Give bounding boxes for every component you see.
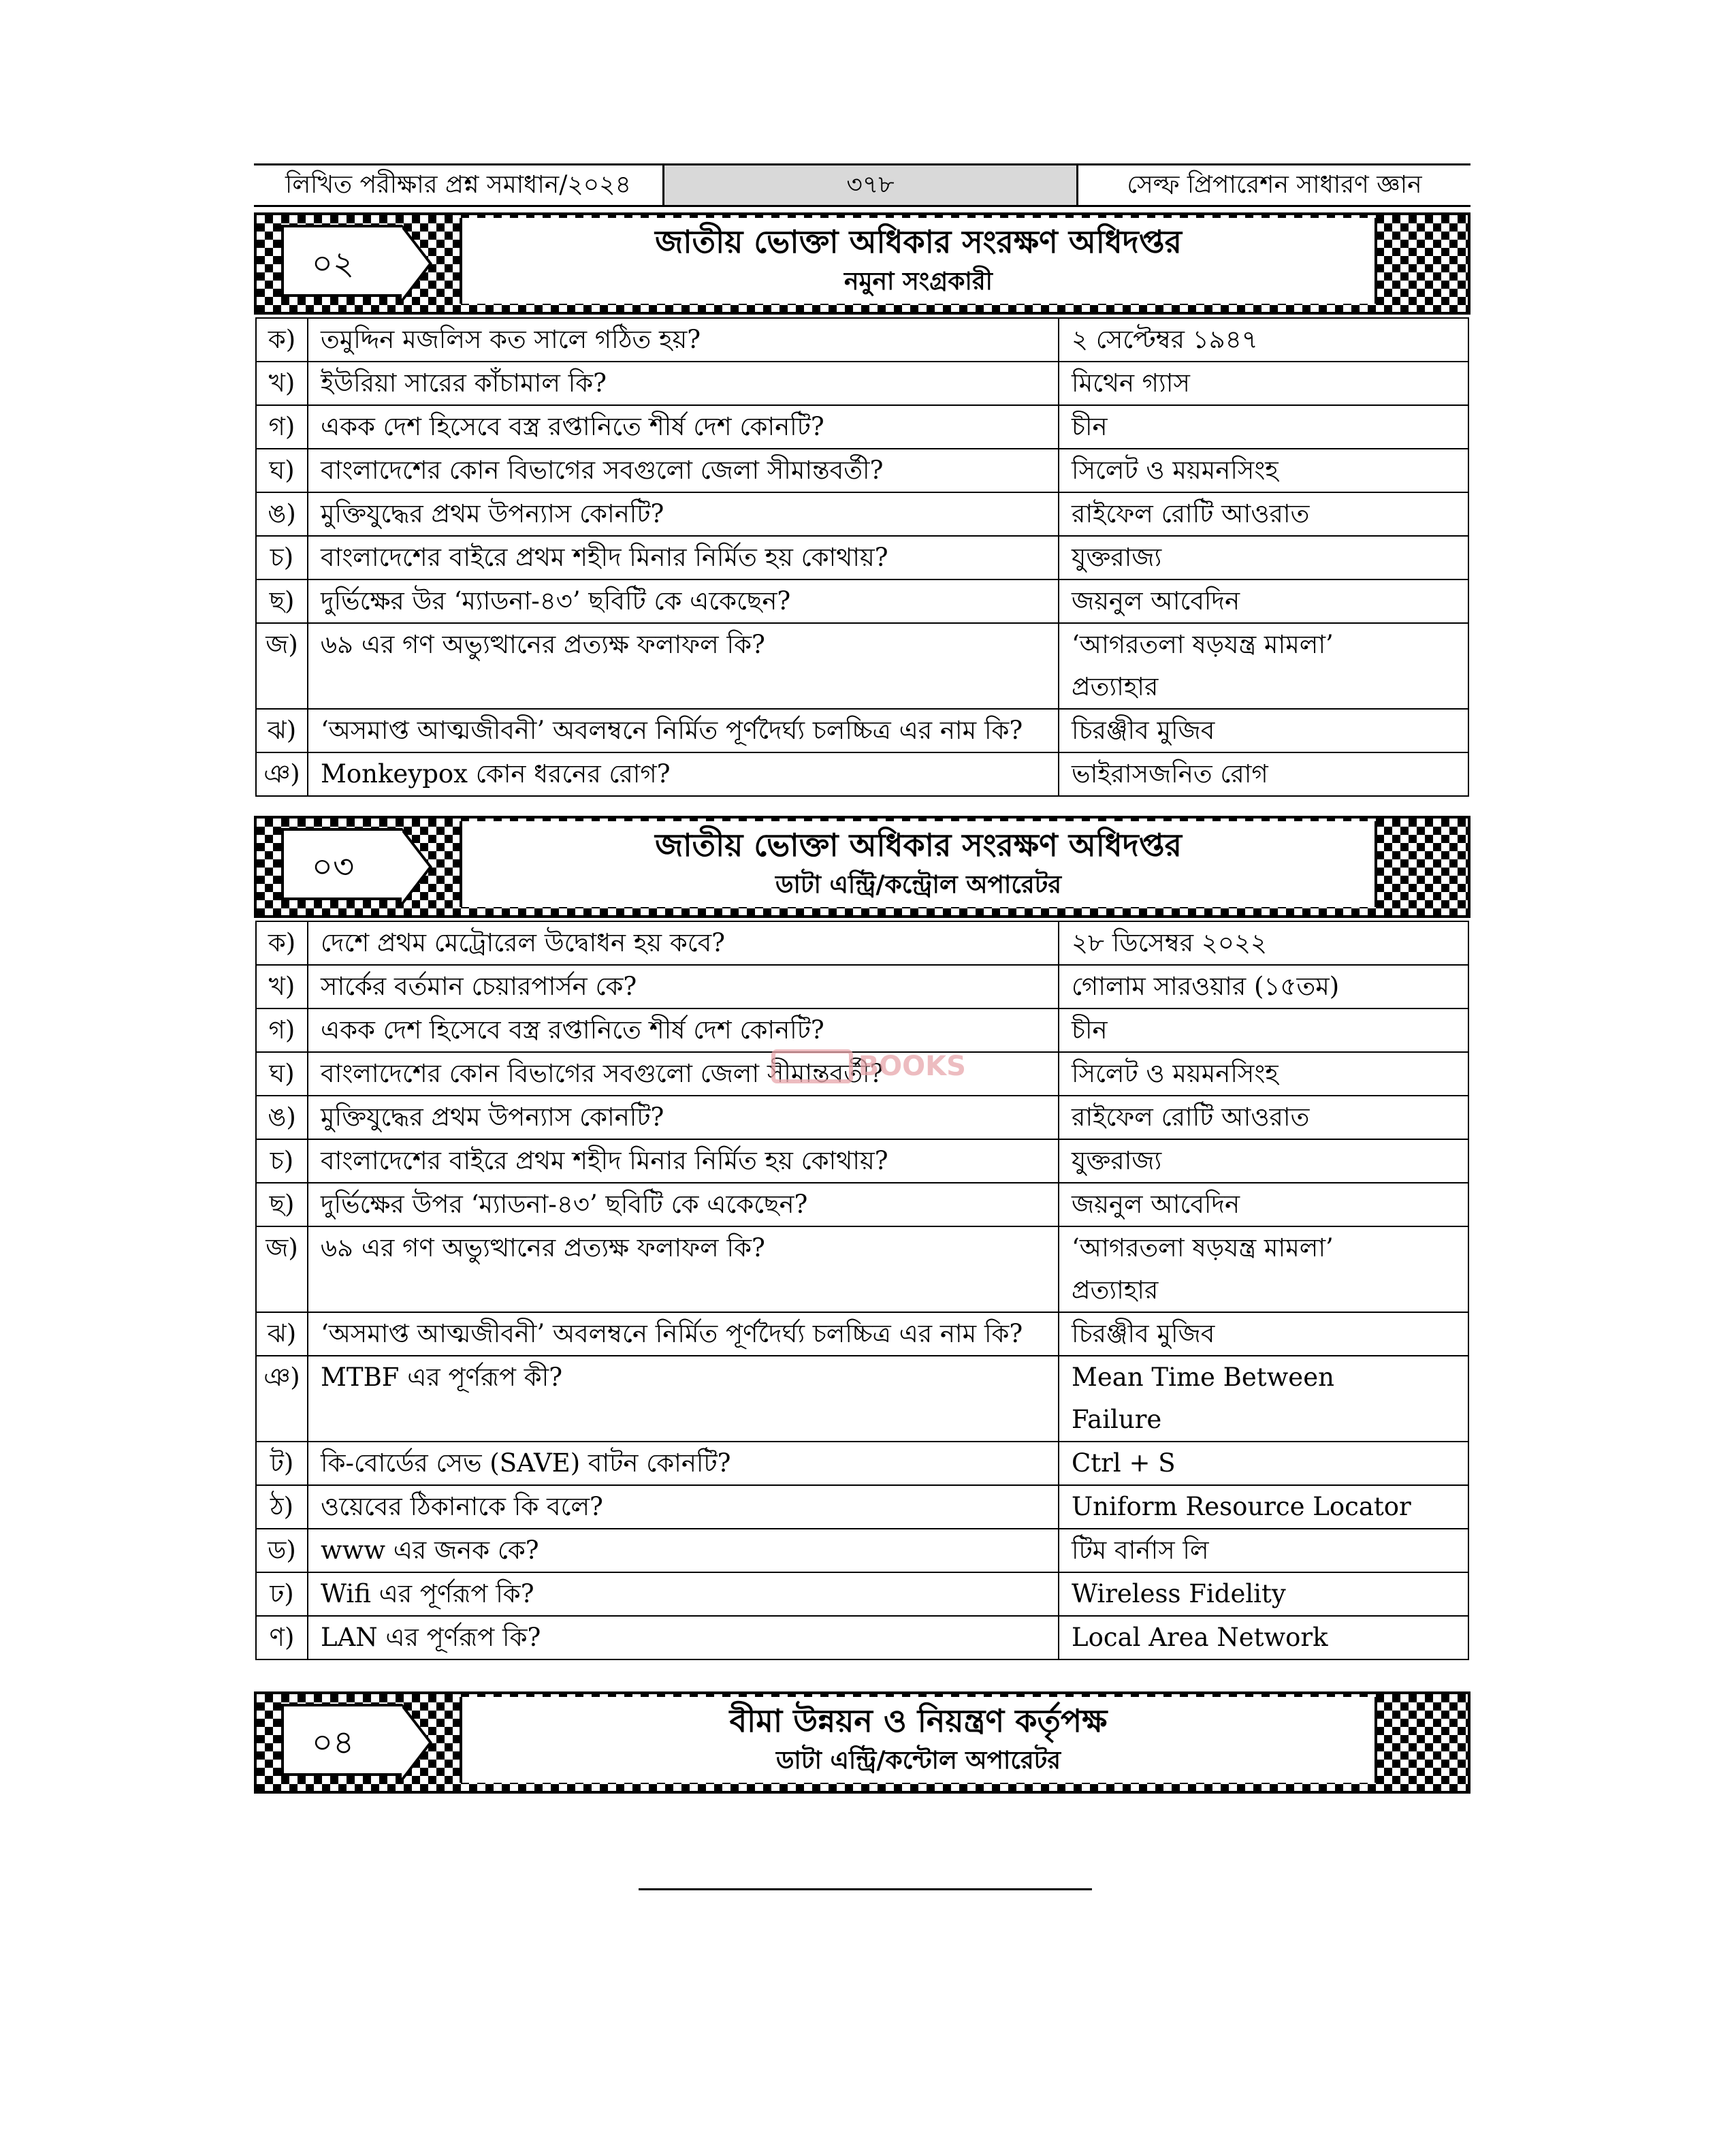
row-label: ঝ) xyxy=(256,1312,308,1356)
question-cell: www এর জনক কে? xyxy=(308,1529,1059,1572)
answer-cell: টিম বার্নাস লি xyxy=(1059,1529,1468,1572)
answer-cell: Uniform Resource Locator xyxy=(1059,1485,1468,1529)
section-subtitle: ডাটা এন্ট্রি/কন্টোল অপারেটর xyxy=(775,1746,1061,1775)
row-label: চ) xyxy=(256,536,308,579)
question-cell: মুক্তিযুদ্ধের প্রথম উপন্যাস কোনটি? xyxy=(308,492,1059,536)
page-number: ৩৭৮ xyxy=(664,165,1078,205)
table-row xyxy=(256,623,1468,709)
row-label: ঞ) xyxy=(256,1356,308,1442)
answer-line: ‘আগরতলা ষড়যন্ত্র মামলা’ xyxy=(1072,630,1334,659)
answer-cell: গোলাম সারওয়ার (১৫তম) xyxy=(1059,965,1468,1008)
section-subtitle: ডাটা এন্ট্রি/কন্ট্রোল অপারেটর xyxy=(775,870,1062,899)
table-row xyxy=(256,709,1468,752)
row-label: জ) xyxy=(256,1226,308,1312)
table-row xyxy=(256,1616,1468,1659)
question-cell: বাংলাদেশের কোন বিভাগের সবগুলো জেলা সীমান্তবর্তী? xyxy=(308,1052,1059,1096)
question-cell: তমুদ্দিন মজলিস কত সালে গঠিত হয়? xyxy=(308,318,1059,362)
table-row xyxy=(256,318,1468,362)
row-label: ঘ) xyxy=(256,449,308,492)
table-row xyxy=(256,1008,1468,1052)
answer-cell: যুক্তরাজ্য xyxy=(1059,536,1468,579)
table-row xyxy=(256,1529,1468,1572)
bottom-rule xyxy=(639,1888,1092,1890)
table-row xyxy=(256,921,1468,965)
question-cell: MTBF এর পূর্ণরূপ কী? xyxy=(308,1356,1059,1442)
answer-cell: চীন xyxy=(1059,405,1468,449)
question-cell: Monkeypox কোন ধরনের রোগ? xyxy=(308,752,1059,796)
question-cell: দুর্ভিক্ষের উর ‘ম্যাডনা-৪৩’ ছবিটি কে একেছেন? xyxy=(308,579,1059,623)
table-row xyxy=(256,1226,1468,1312)
answer-cell xyxy=(1059,623,1468,709)
table-row xyxy=(256,1183,1468,1226)
table-row xyxy=(256,362,1468,405)
table-row xyxy=(256,752,1468,796)
table-row xyxy=(256,1485,1468,1529)
answer-cell: সিলেট ও ময়মনসিংহ xyxy=(1059,449,1468,492)
table-row xyxy=(256,1572,1468,1616)
row-label: ণ) xyxy=(256,1616,308,1659)
question-cell: মুক্তিযুদ্ধের প্রথম উপন্যাস কোনটি? xyxy=(308,1096,1059,1139)
table-row xyxy=(256,449,1468,492)
qa-table xyxy=(255,317,1469,797)
qa-table xyxy=(255,921,1469,1660)
table-row xyxy=(256,1052,1468,1096)
row-label: ড) xyxy=(256,1529,308,1572)
section-number: ০২ xyxy=(281,225,402,297)
section-number: ০৩ xyxy=(281,828,402,900)
section-banner xyxy=(254,1691,1470,1794)
answer-cell xyxy=(1059,1356,1468,1442)
answer-cell: ভাইরাসজনিত রোগ xyxy=(1059,752,1468,796)
question-cell: LAN এর পূর্ণরূপ কি? xyxy=(308,1616,1059,1659)
section-heading xyxy=(460,821,1377,907)
answer-cell: জয়নুল আবেদিন xyxy=(1059,1183,1468,1226)
answer-line: প্রত্যাহার xyxy=(1072,672,1159,701)
answer-cell: রাইফেল রোটি আওরাত xyxy=(1059,492,1468,536)
row-label: ছ) xyxy=(256,579,308,623)
question-cell: বাংলাদেশের কোন বিভাগের সবগুলো জেলা সীমান্তবর্তী? xyxy=(308,449,1059,492)
table-row xyxy=(256,1442,1468,1485)
row-label: ট) xyxy=(256,1442,308,1485)
table-row xyxy=(256,1096,1468,1139)
table-row xyxy=(256,579,1468,623)
answer-cell: Wireless Fidelity xyxy=(1059,1572,1468,1616)
question-cell: একক দেশ হিসেবে বস্ত্র রপ্তানিতে শীর্ষ দেশ কোনটি? xyxy=(308,1008,1059,1052)
running-header xyxy=(254,163,1470,207)
answer-cell: জয়নুল আবেদিন xyxy=(1059,579,1468,623)
table-row xyxy=(256,1312,1468,1356)
row-label: ঢ) xyxy=(256,1572,308,1616)
table-row xyxy=(256,1139,1468,1183)
answer-line: প্রত্যাহার xyxy=(1072,1275,1159,1305)
row-label: ছ) xyxy=(256,1183,308,1226)
answer-line: Mean Time Between xyxy=(1072,1363,1334,1392)
row-label: ক) xyxy=(256,921,308,965)
answer-cell: চিরঞ্জীব মুজিব xyxy=(1059,709,1468,752)
row-label: ক) xyxy=(256,318,308,362)
watermark: BOOKS xyxy=(771,1045,966,1087)
row-label: খ) xyxy=(256,362,308,405)
answer-cell: ২ সেপ্টেম্বর ১৯৪৭ xyxy=(1059,318,1468,362)
table-row xyxy=(256,536,1468,579)
question-cell: ‘অসমাপ্ত আত্মজীবনী’ অবলম্বনে নির্মিত পূর্ণদৈর্ঘ্য চলচ্চিত্র এর নাম কি? xyxy=(308,1312,1059,1356)
page xyxy=(254,163,1470,1794)
row-label: চ) xyxy=(256,1139,308,1183)
row-label: গ) xyxy=(256,405,308,449)
answer-line: Failure xyxy=(1072,1405,1162,1434)
header-book-title: লিখিত পরীক্ষার প্রশ্ন সমাধান/২০২৪ xyxy=(254,165,664,205)
question-cell: ইউরিয়া সারের কাঁচামাল কি? xyxy=(308,362,1059,405)
section-banner xyxy=(254,212,1470,315)
table-row xyxy=(256,492,1468,536)
table-row xyxy=(256,405,1468,449)
answer-cell: চিরঞ্জীব মুজিব xyxy=(1059,1312,1468,1356)
answer-cell: যুক্তরাজ্য xyxy=(1059,1139,1468,1183)
answer-cell: রাইফেল রোটি আওরাত xyxy=(1059,1096,1468,1139)
question-cell: বাংলাদেশের বাইরে প্রথম শহীদ মিনার নির্মিত হয় কোথায়? xyxy=(308,536,1059,579)
section-heading xyxy=(460,1697,1377,1783)
section-banner xyxy=(254,816,1470,918)
row-label: ঘ) xyxy=(256,1052,308,1096)
answer-cell: সিলেট ও ময়মনসিংহ xyxy=(1059,1052,1468,1096)
table-row xyxy=(256,965,1468,1008)
answer-cell: Ctrl + S xyxy=(1059,1442,1468,1485)
row-label: খ) xyxy=(256,965,308,1008)
question-cell: ‘অসমাপ্ত আত্মজীবনী’ অবলম্বনে নির্মিত পূর্ণদৈর্ঘ্য চলচ্চিত্র এর নাম কি? xyxy=(308,709,1059,752)
question-cell: দেশে প্রথম মেট্রোরেল উদ্বোধন হয় কবে? xyxy=(308,921,1059,965)
section-number: ০৪ xyxy=(281,1704,402,1776)
question-cell: একক দেশ হিসেবে বস্ত্র রপ্তানিতে শীর্ষ দেশ কোনটি? xyxy=(308,405,1059,449)
row-label: জ) xyxy=(256,623,308,709)
header-series-title: সেল্ফ প্রিপারেশন সাধারণ জ্ঞান xyxy=(1127,171,1422,199)
question-cell: কি-বোর্ডের সেভ (SAVE) বাটন কোনটি? xyxy=(308,1442,1059,1485)
answer-cell: মিথেন গ্যাস xyxy=(1059,362,1468,405)
question-cell: বাংলাদেশের বাইরে প্রথম শহীদ মিনার নির্মিত হয় কোথায়? xyxy=(308,1139,1059,1183)
row-label: ঝ) xyxy=(256,709,308,752)
answer-cell: চীন xyxy=(1059,1008,1468,1052)
row-label: গ) xyxy=(256,1008,308,1052)
row-label: ঠ) xyxy=(256,1485,308,1529)
answer-cell: ২৮ ডিসেম্বর ২০২২ xyxy=(1059,921,1468,965)
question-cell: ৬৯ এর গণ অভ্যুত্থানের প্রত্যক্ষ ফলাফল কি? xyxy=(308,623,1059,709)
section-title: জাতীয় ভোক্তা অধিকার সংরক্ষণ অধিদপ্তর xyxy=(655,223,1182,260)
row-label: ঞ) xyxy=(256,752,308,796)
question-cell: Wifi এর পূর্ণরূপ কি? xyxy=(308,1572,1059,1616)
section-title: বীমা উন্নয়ন ও নিয়ন্ত্রণ কর্তৃপক্ষ xyxy=(729,1702,1108,1739)
question-cell: দুর্ভিক্ষের উপর ‘ম্যাডনা-৪৩’ ছবিটি কে একেছেন? xyxy=(308,1183,1059,1226)
answer-cell xyxy=(1059,1226,1468,1312)
table-row xyxy=(256,1356,1468,1442)
question-cell: সার্কের বর্তমান চেয়ারপার্সন কে? xyxy=(308,965,1059,1008)
section-title: জাতীয় ভোক্তা অধিকার সংরক্ষণ অধিদপ্তর xyxy=(655,827,1182,863)
answer-cell: Local Area Network xyxy=(1059,1616,1468,1659)
row-label: ঙ) xyxy=(256,1096,308,1139)
answer-line: ‘আগরতলা ষড়যন্ত্র মামলা’ xyxy=(1072,1233,1334,1262)
section-heading xyxy=(460,218,1377,304)
section-subtitle: নমুনা সংগ্রকারী xyxy=(844,267,993,296)
question-cell: ৬৯ এর গণ অভ্যুত্থানের প্রত্যক্ষ ফলাফল কি? xyxy=(308,1226,1059,1312)
row-label: ঙ) xyxy=(256,492,308,536)
question-cell: ওয়েবের ঠিকানাকে কি বলে? xyxy=(308,1485,1059,1529)
